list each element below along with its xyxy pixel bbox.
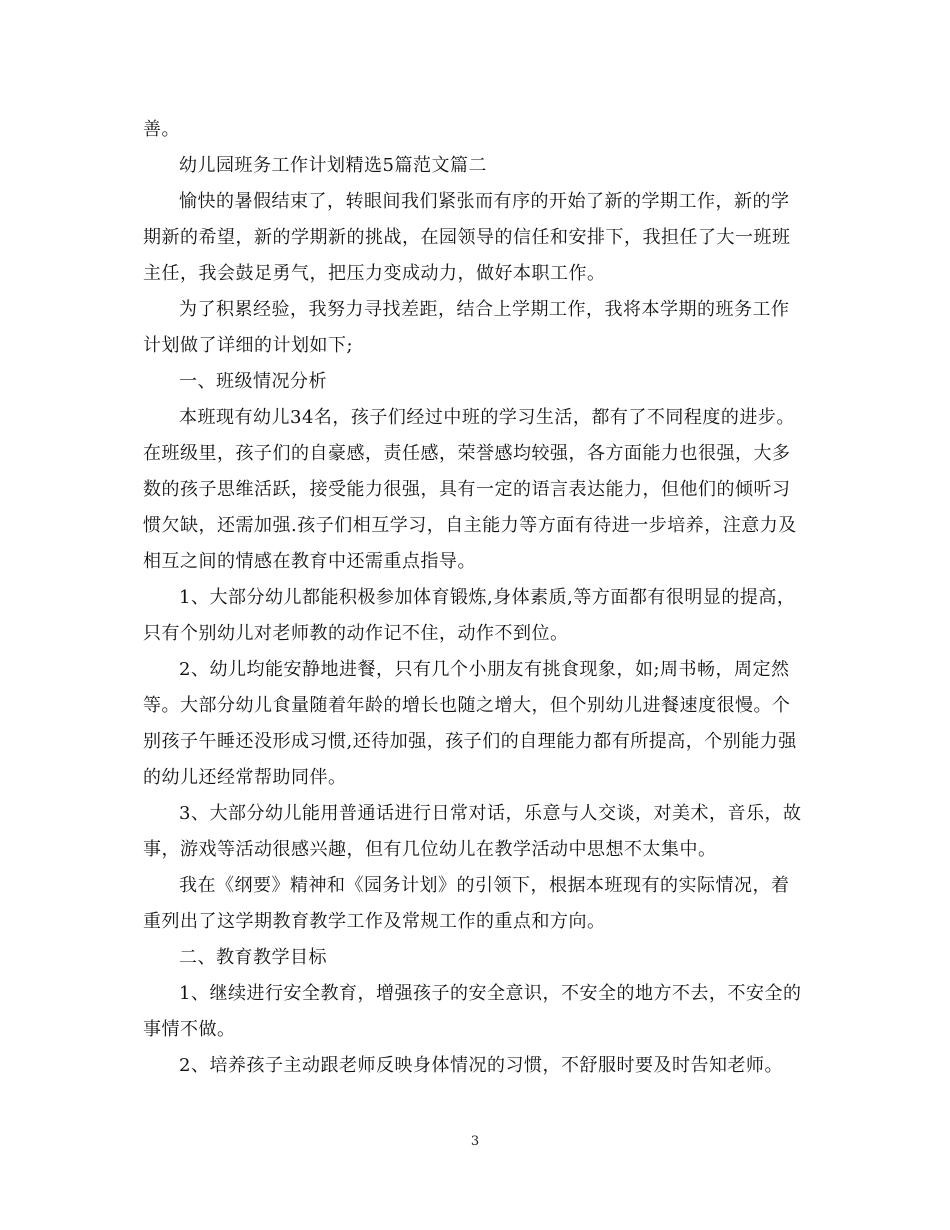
- paragraph-guidance: 我在《纲要》精神和《园务计划》的引领下，根据本班现有的实际情况，着重列出了这学期教育教学工作及常规工作的重点和方向。: [143, 875, 790, 932]
- list-item-3: 3、大部分幼儿能用普通话进行日常对话，乐意与人交谈，对美术，音乐，故事，游戏等活动很感兴趣，但有几位幼儿在教学活动中思想不太集中。: [143, 803, 802, 860]
- goal-item-2: 2、培养孩子主动跟老师反映身体情况的习惯，不舒服时要及时告知老师。: [179, 1055, 783, 1076]
- section-title: 幼儿园班务工作计划精选5篇范文篇二: [179, 155, 487, 176]
- paragraph-plan-summary: 为了积累经验，我努力寻找差距，结合上学期工作，我将本学期的班务工作计划做了详细的计划如下;: [143, 299, 790, 356]
- heading-teaching-goals: 二、教育教学目标: [179, 947, 327, 968]
- paragraph-continuation: 善。: [143, 119, 180, 140]
- paragraph-class-analysis: 本班现有幼儿34名，孩子们经过中班的学习生活，都有了不同程度的进步。在班级里，孩子们的自豪感，责任感，荣誉感均较强，各方面能力也很强，大多数的孩子思维活跃，接受能力很强，具有一定的语言表达能力，但他们的倾听习惯欠缺，还需加强.孩子们相互学习，自主能力等方面有待进一步培养，注意力及相互之间的情感在教育中还需重点指导。: [143, 407, 797, 572]
- list-item-1: 1、大部分幼儿都能积极参加体育锻炼,身体素质,等方面都有很明显的提高，只有个别幼儿对老师教的动作记不住，动作不到位。: [143, 587, 796, 644]
- list-item-2: 2、幼儿均能安静地进餐，只有几个小朋友有挑食现象，如;周书畅，周定然等。大部分幼儿食量随着年龄的增长也随之增大，但个别幼儿进餐速度很慢。个别孩子午睡还没形成习惯,还待加强，孩子们的自理能力都有所提高，个别能力强的幼儿还经常帮助同伴。: [143, 659, 797, 788]
- page-number: 3: [470, 1134, 480, 1149]
- goal-item-1: 1、继续进行安全教育，增强孩子的安全意识，不安全的地方不去，不安全的事情不做。: [143, 983, 802, 1040]
- paragraph-intro: 愉快的暑假结束了，转眼间我们紧张而有序的开始了新的学期工作，新的学期新的希望，新的学期新的挑战，在园领导的信任和安排下，我担任了大一班班主任，我会鼓足勇气，把压力变成动力，做好本职工作。: [143, 191, 791, 284]
- heading-class-analysis: 一、班级情况分析: [179, 371, 327, 392]
- document-body: [143, 112, 805, 1084]
